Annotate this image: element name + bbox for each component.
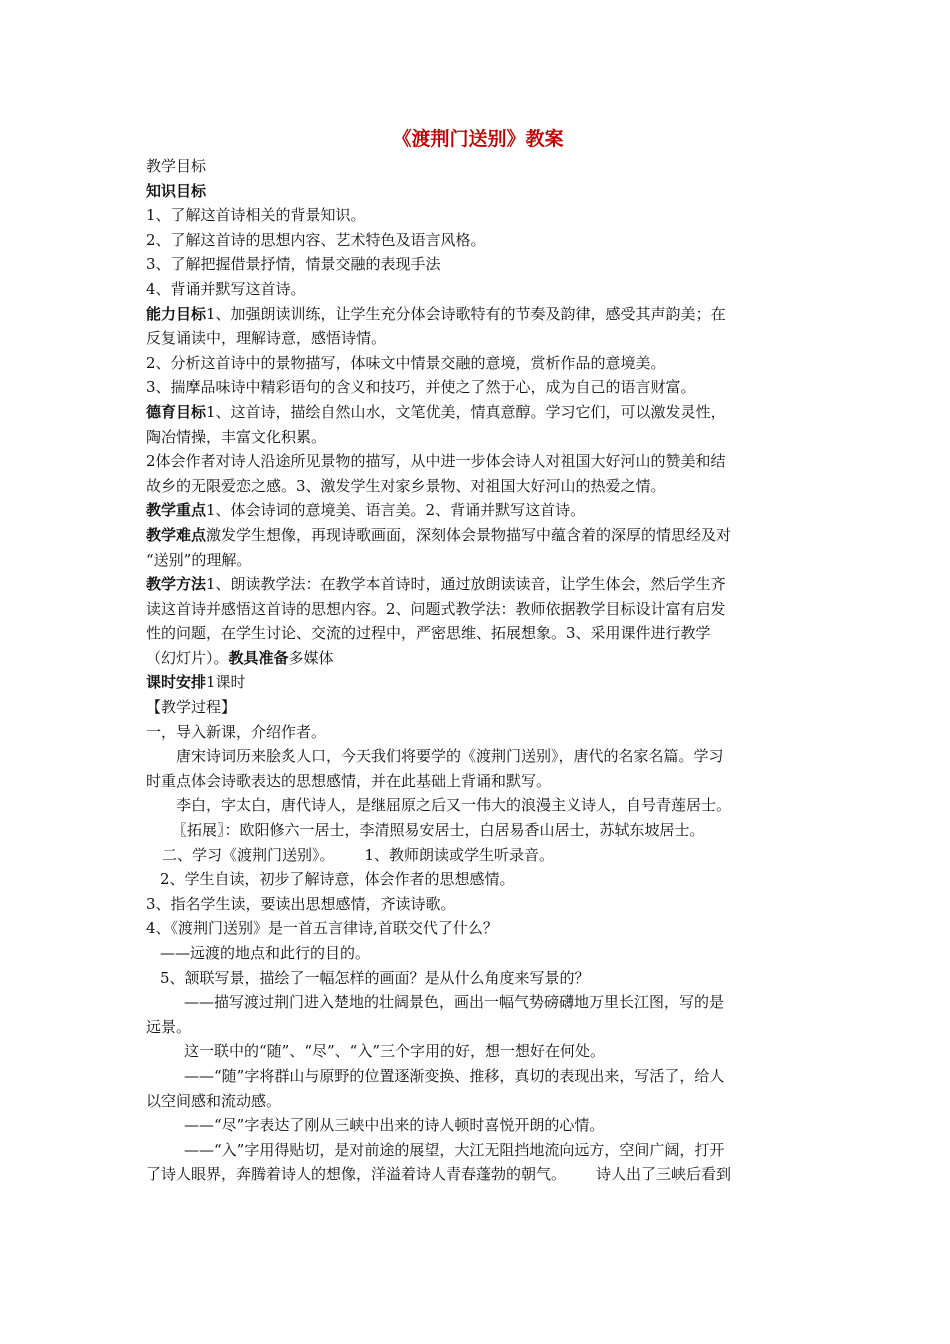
text-line: 陶冶情操，丰富文化积累。 <box>146 427 327 446</box>
text-line: ——远渡的地点和此行的目的。 <box>160 944 371 962</box>
text-line: 2体会作者对诗人沿途所见景物的描写，从中进一步体会诗人对祖国大好河山的赞美和结 <box>146 452 726 471</box>
text-line: 时重点体会诗歌表达的思想感情，并在此基础上背诵和默写。 <box>146 771 552 790</box>
section-text: 1、教师朗读或学生听录音。 <box>364 845 555 864</box>
section-heading: 知识目标 <box>146 181 207 200</box>
section-text: 了诗人眼界，奔腾着诗人的想像，洋溢着诗人青春蓬勃的朝气。 <box>146 1165 567 1184</box>
text-line: ——“入”字用得贴切，是对前途的展望，大江无阻挡地流向远方，空间广阔，打开 <box>184 1140 725 1159</box>
document-page <box>146 124 810 1187</box>
text-line <box>146 1162 810 1187</box>
text-line: 这一联中的“随”、“尽”、“入”三个字用的好，想一想好在何处。 <box>184 1042 606 1061</box>
text-line: 2、学生自读，初步了解诗意，体会作者的思想感情。 <box>160 870 515 889</box>
text-line <box>146 498 810 523</box>
section-text: （幻灯片）。 <box>146 648 229 667</box>
text-line: 一，导入新课，介绍作者。 <box>146 722 327 741</box>
text-line: 3、了解把握借景抒情，情景交融的表现手法 <box>146 255 441 274</box>
text-line <box>146 843 810 868</box>
section-text: 二、学习《渡荆门送别》。 <box>162 845 335 864</box>
section-text: 1、这首诗，描绘自然山水，文笔优美，情真意醇。学习它们，可以激发灵性， <box>206 402 726 421</box>
section-label: 能力目标 <box>146 304 207 323</box>
text-line: ——描写渡过荆门进入楚地的壮阔景色，画出一幅气势磅礴地万里长江图，写的是 <box>184 993 725 1012</box>
section-label: 教学难点 <box>146 525 207 544</box>
text-line <box>146 572 810 597</box>
text-line: 唐宋诗词历来脍炙人口，今天我们将要学的《渡荆门送别》，唐代的名家名篇。学习 <box>176 747 724 766</box>
text-line <box>146 646 810 671</box>
text-line <box>146 670 810 695</box>
text-line: 教学目标 <box>146 157 207 175</box>
text-line: 4、背诵并默写这首诗。 <box>146 279 306 298</box>
text-line: 〖拓展〗：欧阳修六一居士，李清照易安居士，白居易香山居士，苏轼东坡居士。 <box>172 821 705 840</box>
text-line: 李白，字太白，唐代诗人，是继屈原之后又一伟大的浪漫主义诗人，自号青莲居士。 <box>176 796 732 815</box>
text-line: ——“尽”字表达了刚从三峡中出来的诗人顿时喜悦开朗的心情。 <box>184 1116 605 1135</box>
text-line: 3、揣摩品味诗中精彩语句的含义和技巧，并使之了然于心，成为自己的语言财富。 <box>146 378 696 397</box>
document-title: 《渡荆门送别》教案 <box>392 128 564 150</box>
section-label: 教具准备 <box>228 648 289 667</box>
text-line: 4、《渡荆门送别》是一首五言律诗,首联交代了什么？ <box>146 919 498 938</box>
section-label: 教学方法 <box>146 575 207 594</box>
text-line <box>146 523 810 548</box>
text-line: 性的问题，在学生讨论、交流的过程中，严密思维、拓展想象。3、采用课件进行教学 <box>146 624 711 643</box>
text-line: 2、了解这首诗的思想内容、艺术特色及语言风格。 <box>146 230 486 249</box>
text-line: 以空间感和流动感。 <box>146 1091 282 1110</box>
text-line: 读这首诗并感悟这首诗的思想内容。2、问题式教学法：教师依据教学目标设计富有启发 <box>146 599 726 618</box>
section-label: 德育目标 <box>146 402 207 421</box>
text-line: 3、指名学生读，要读出思想感情，齐读诗歌。 <box>146 894 456 913</box>
text-line: 5、颔联写景，描绘了一幅怎样的画面？是从什么角度来写景的？ <box>160 968 590 987</box>
section-text: 诗人出了三峡后看到 <box>596 1165 732 1184</box>
text-line: 故乡的无限爱恋之感。3、激发学生对家乡景物、对祖国大好河山的热爱之情。 <box>146 476 666 495</box>
text-line: 【教学过程】 <box>146 698 237 717</box>
text-line: 远景。 <box>146 1017 192 1036</box>
section-label: 教学重点 <box>146 501 207 520</box>
section-text: 1、体会诗词的意境美、语言美。2、背诵并默写这首诗。 <box>206 501 586 520</box>
section-text: 1、加强朗读训练，让学生充分体会诗歌特有的节奏及韵律，感受其声韵美；在 <box>206 304 726 323</box>
text-line: ——“随”字将群山与原野的位置逐渐变换、推移，真切的表现出来，写活了，给人 <box>184 1066 725 1085</box>
text-line: “送别”的理解。 <box>146 550 252 569</box>
text-line: 1、了解这首诗相关的背景知识。 <box>146 206 366 225</box>
section-label: 课时安排 <box>146 673 207 692</box>
section-text: 1课时 <box>206 673 246 692</box>
section-text: 激发学生想像，再现诗歌画面，深刻体会景物描写中蕴含着的深厚的情思经及对 <box>206 525 732 544</box>
text-line <box>146 302 810 327</box>
text-line <box>146 400 810 425</box>
section-text: 1、朗读教学法：在教学本首诗时，通过放朗读读音，让学生体会，然后学生齐 <box>206 575 726 594</box>
section-text: 多媒体 <box>288 648 334 667</box>
text-line: 2、分析这首诗中的景物描写，体味文中情景交融的意境，赏析作品的意境美。 <box>146 353 666 372</box>
text-line: 反复诵读中，理解诗意，感悟诗情。 <box>146 329 387 348</box>
